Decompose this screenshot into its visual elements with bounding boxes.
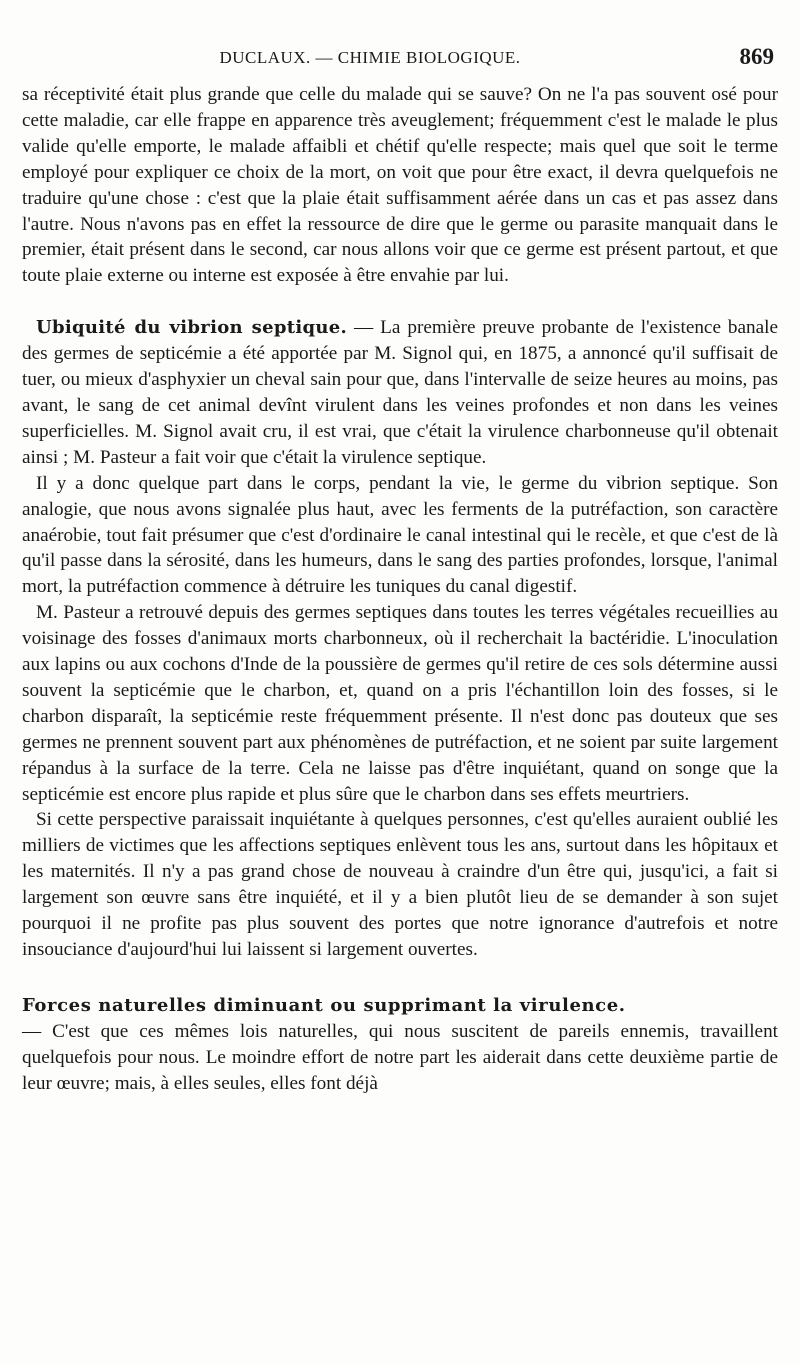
paragraph-4: M. Pasteur a retrouvé depuis des germes septiques dans toutes les terres végétales recueillies au voisinage des fosses d'animaux morts charbonneux, où il recherchait la bactéridie. L'inoculation aux lapins ou aux cochons d'Inde de la poussière de germes qu'il retire de ces sols détermine aussi souvent la septicémie que le charbon, et, quand on a pris l'échantillon loin des fosses, si le charbon disparaît, la septicémie reste fréquemment présente. Il n'est donc pas douteux que ses germes ne prennent souvent part aux phénomènes de putréfaction, et ne soient par suite largement répandus à la surface de la terre. Cela ne laisse pas d'être inquiétant, quand on songe que la septicémie est encore plus rapide et plus sûre que le charbon dans ses effets meurtriers. bbox=[22, 602, 778, 805]
paragraph-forces bbox=[22, 993, 778, 1097]
paragraph-5: Si cette perspective paraissait inquiétante à quelques personnes, c'est qu'elles auraient oublié les milliers de victimes que les affections septiques enlèvent tous les ans, surtout dans les hôpitaux et les maternités. Il n'y a pas grand chose de nouveau à craindre d'un être qui, jusqu'ici, a fait si largement son œuvre sans être inquiété, et il y a bien plutôt lieu de se demander à son sujet pourquoi il ne profite pas plus souvent des portes que notre ignorance d'autrefois et notre insouciance d'aujourd'hui lui laissent si largement ouvertes. bbox=[22, 809, 778, 960]
paragraph-ubiquite bbox=[22, 315, 778, 470]
paragraph-forces-text: — C'est que ces mêmes lois naturelles, qui nous suscitent de pareils ennemis, travaillent quelquefois pour nous. Le moindre effort de notre part les aiderait dans cette deuxième partie de leur œuvre; mais, à elles seules, elles font déjà bbox=[22, 1020, 778, 1094]
section-heading-forces: Forces naturelles diminuant ou supprimant la virulence. bbox=[22, 994, 626, 1016]
body-text bbox=[22, 82, 778, 1097]
section-heading-ubiquite: Ubiquité du vibrion septique. bbox=[36, 317, 348, 339]
paragraph-ubiquite-text: — La première preuve probante de l'existence banale des germes de septicémie a été apportée par M. Signol qui, en 1875, a annoncé qu'il suffisait de tuer, ou mieux d'asphyxier un cheval sain pour que, dans l'intervalle de seize heures au moins, pas avant, le sang de cet animal devînt virulent dans les veines profondes et non dans les veines superficielles. M. Signol avait cru, il est vrai, que c'était la virulence charbonneuse qu'il obtenait ainsi ; M. Pasteur a fait voir que c'était la virulence septique. bbox=[22, 317, 778, 468]
paragraph-1: sa réceptivité était plus grande que celle du malade qui se sauve? On ne l'a pas souvent osé pour cette maladie, car elle frappe en apparence très aveuglement; fréquemment c'est le malade le plus valide qu'elle emporte, le malade affaibli et chétif qu'elle respecte; mais quel que soit le terme employé pour expliquer ce choix de la mort, on voit que pour être exact, il devra quelquefois ne traduire qu'une chose : c'est que la plaie était suffisamment aérée dans un cas et pas assez dans l'autre. Nous n'avons pas en effet la ressource de dire que le germe ou parasite manquait dans le premier, était présent dans le second, car nous allons voir que ce germe est présent partout, et que toute plaie externe ou interne est exposée à être envahie par lui. bbox=[22, 84, 778, 287]
page-number: 869 bbox=[739, 44, 774, 69]
running-title: DUCLAUX. — CHIMIE BIOLOGIQUE. bbox=[219, 48, 521, 67]
paragraph-3: Il y a donc quelque part dans le corps, pendant la vie, le germe du vibrion septique. Son analogie, que nous avons signalée plus haut, avec les ferments de la putréfaction, son caractère anaérobie, tout fait présumer que c'est d'ordinaire le canal intestinal qui le recèle, et que c'est de là qu'il passe dans la sérosité, dans les humeurs, dans le sang des parties profondes, lorsque, l'animal mort, la putréfaction commence à détruire les tuniques du canal digestif. bbox=[22, 472, 778, 598]
running-head bbox=[20, 44, 780, 74]
